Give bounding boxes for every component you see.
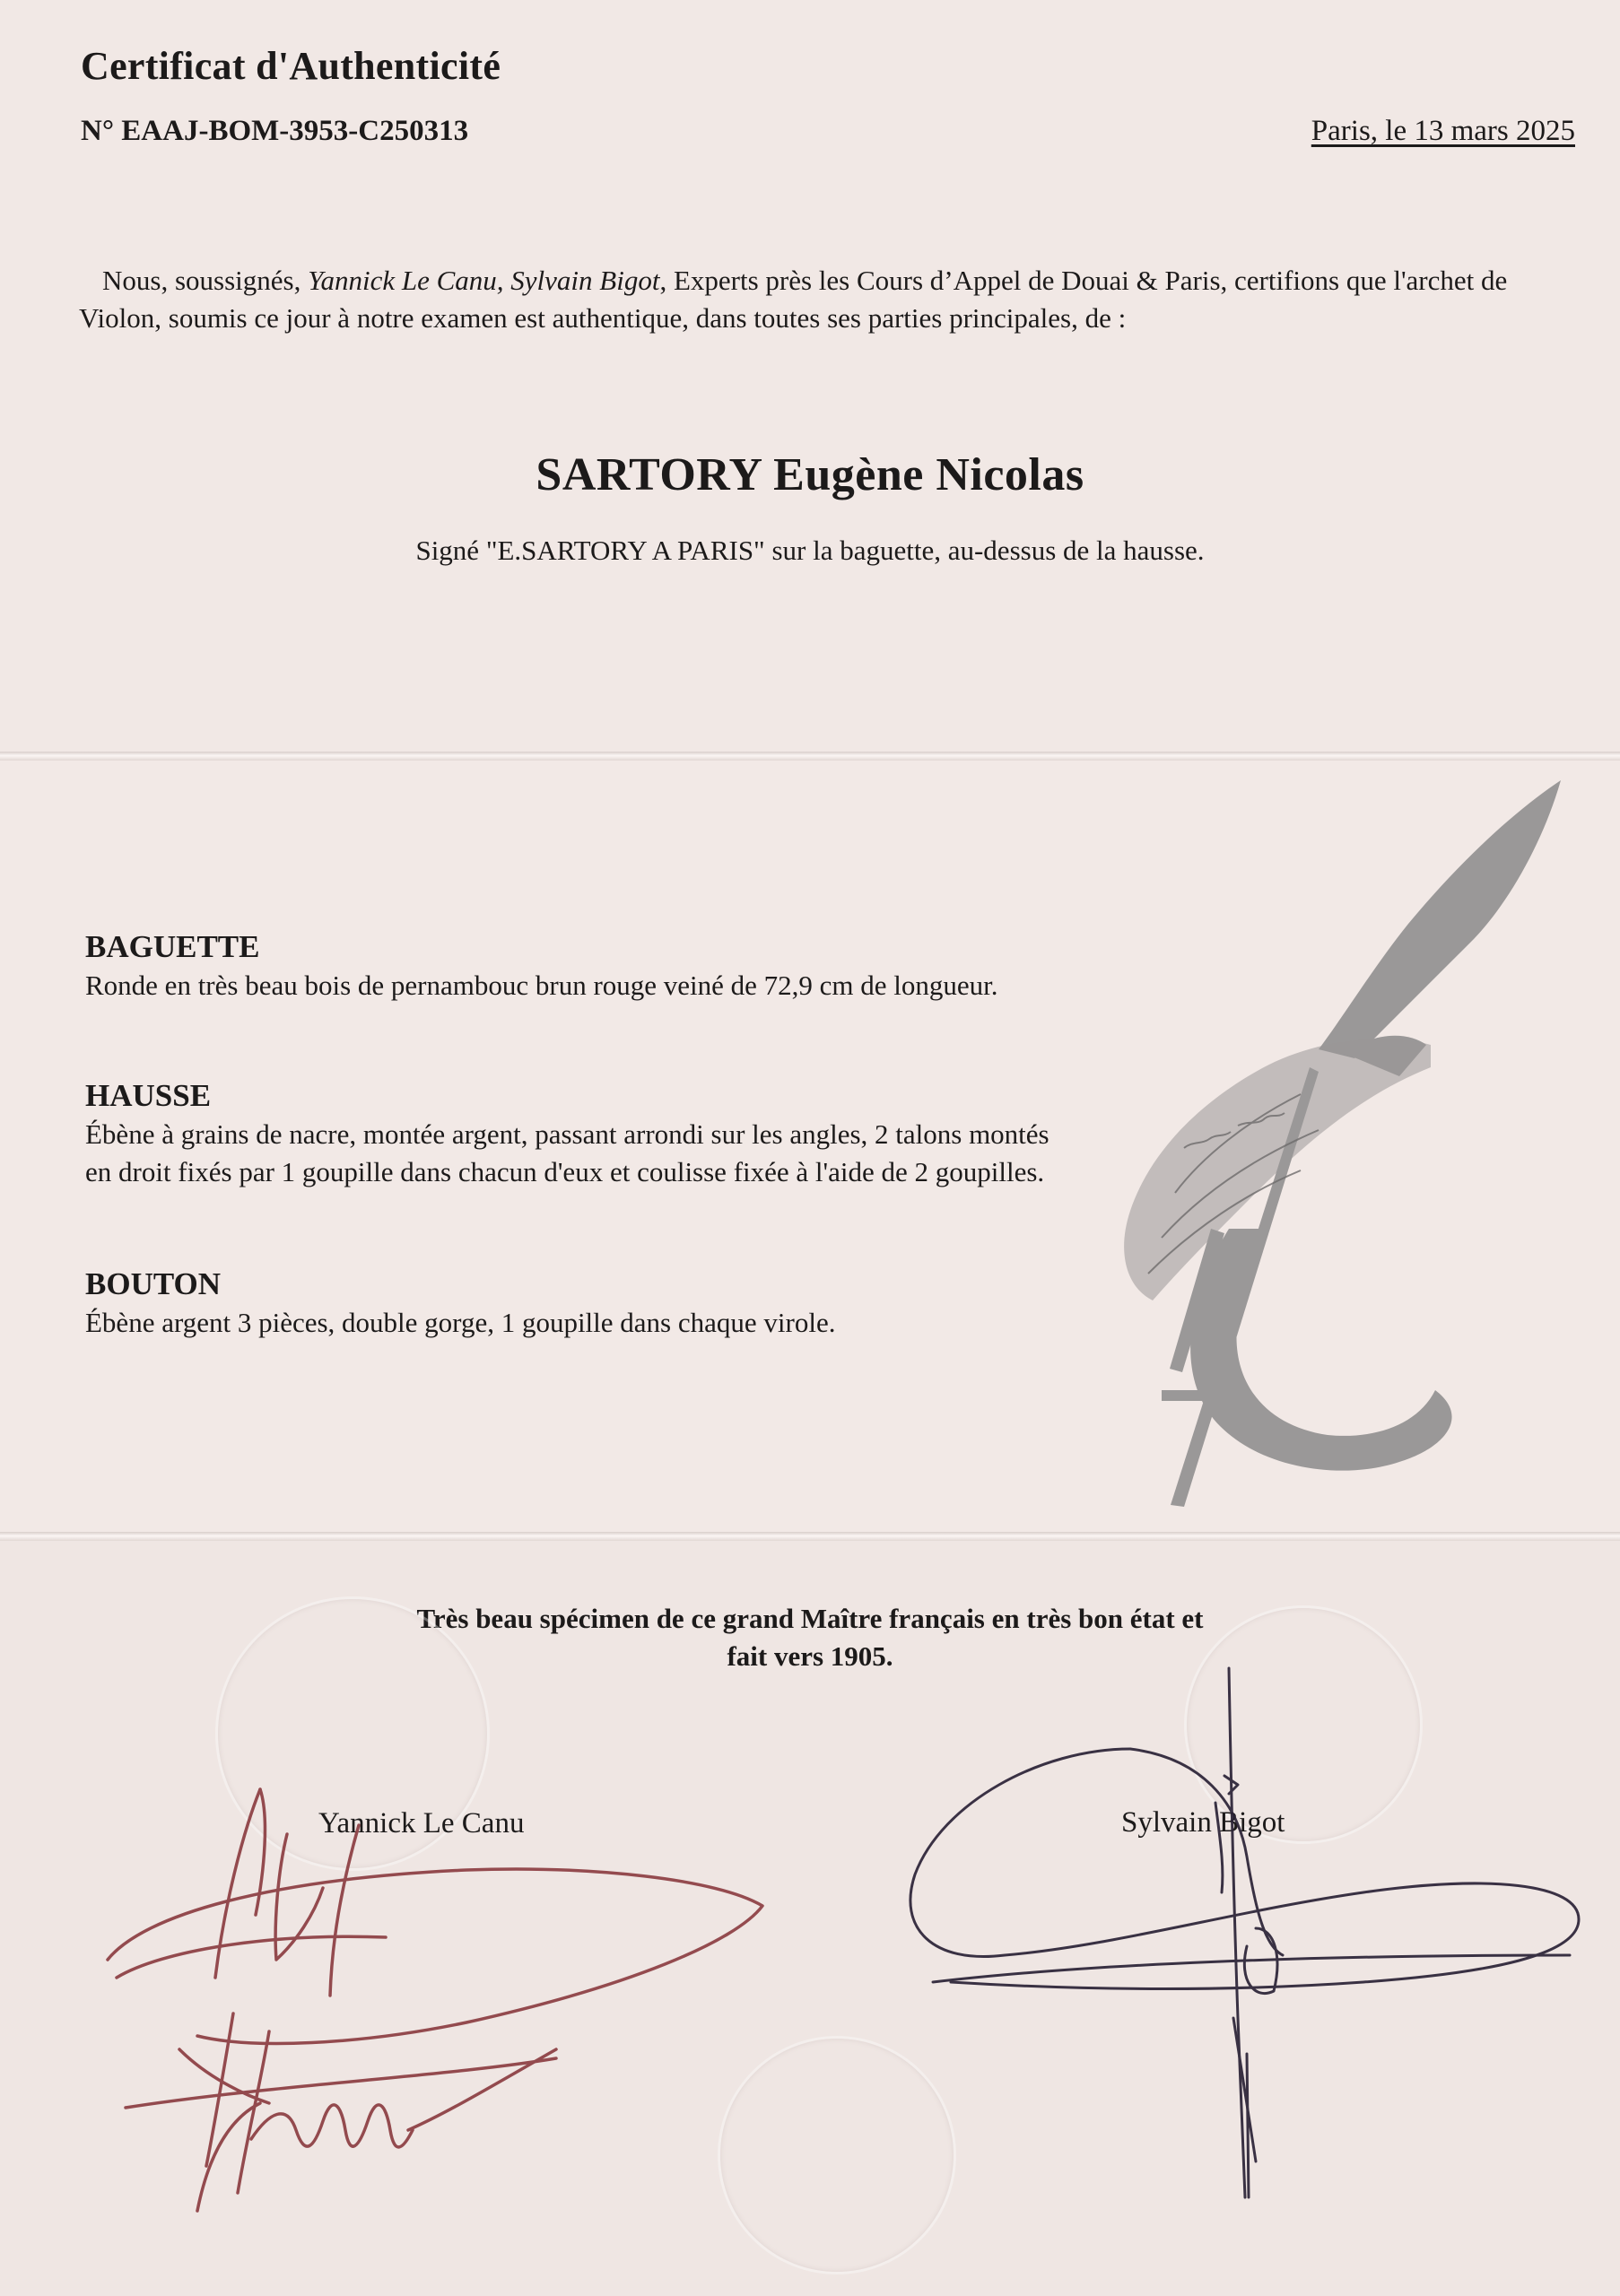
expert-names-italic: Yannick Le Canu, Sylvain Bigot xyxy=(308,265,660,296)
signature-sylvain-icon xyxy=(861,1659,1597,2215)
section-text-bouton: Ébène argent 3 pièces, double gorge, 1 goupille dans chaque virole. xyxy=(85,1307,836,1338)
stamp-location-note: Signé "E.SARTORY A PARIS" sur la baguette, au-dessus de la hausse. xyxy=(415,535,1205,566)
section-text-hausse: Ébène à grains de nacre, montée argent, passant arrondi sur les angles, 2 talons montés en droit fixés par 1 goupille dans chacun d'eux et coulisse fixée à l'aide de 2 goupilles. xyxy=(85,1118,1050,1187)
certificate-place-date: Paris, le 13 mars 2025 xyxy=(1311,115,1575,147)
section-hausse xyxy=(85,1076,1072,1191)
section-heading-bouton: BOUTON xyxy=(85,1266,222,1301)
section-bouton xyxy=(85,1265,1072,1342)
intro-text-end: , Experts près les Cours d’Appel de Douai & Paris, certifions que l'archet de Violon, soumis ce jour à notre examen est authentique, dans toutes ses parties principales, de : xyxy=(79,265,1508,334)
bow-maker-name: SARTORY Eugène Nicolas xyxy=(536,449,1084,500)
intro-paragraph xyxy=(79,262,1550,337)
section-heading-hausse: HAUSSE xyxy=(85,1078,212,1113)
quill-logo-icon xyxy=(1076,762,1579,1525)
closing-line-2: fait vers 1905. xyxy=(727,1640,893,1672)
paper-fold-line xyxy=(0,752,1620,761)
closing-line-1: Très beau spécimen de ce grand Maître français en très bon état et xyxy=(416,1603,1204,1634)
expert-name-yannick: Yannick Le Canu xyxy=(318,1807,525,1839)
certificate-number: N° EAAJ-BOM-3953-C250313 xyxy=(81,115,469,147)
expert-name-sylvain: Sylvain Bigot xyxy=(1121,1806,1285,1839)
paper-fold-line xyxy=(0,1532,1620,1541)
intro-text-start: Nous, soussignés, xyxy=(102,265,309,296)
section-text-baguette: Ronde en très beau bois de pernambouc brun rouge veiné de 72,9 cm de longueur. xyxy=(85,970,998,1001)
section-baguette xyxy=(85,927,1072,1004)
certificate-header-panel xyxy=(0,0,1620,752)
certificate-title: Certificat d'Authenticité xyxy=(81,44,501,88)
section-heading-baguette: BAGUETTE xyxy=(85,929,260,964)
signature-yannick-icon xyxy=(90,1780,789,2229)
